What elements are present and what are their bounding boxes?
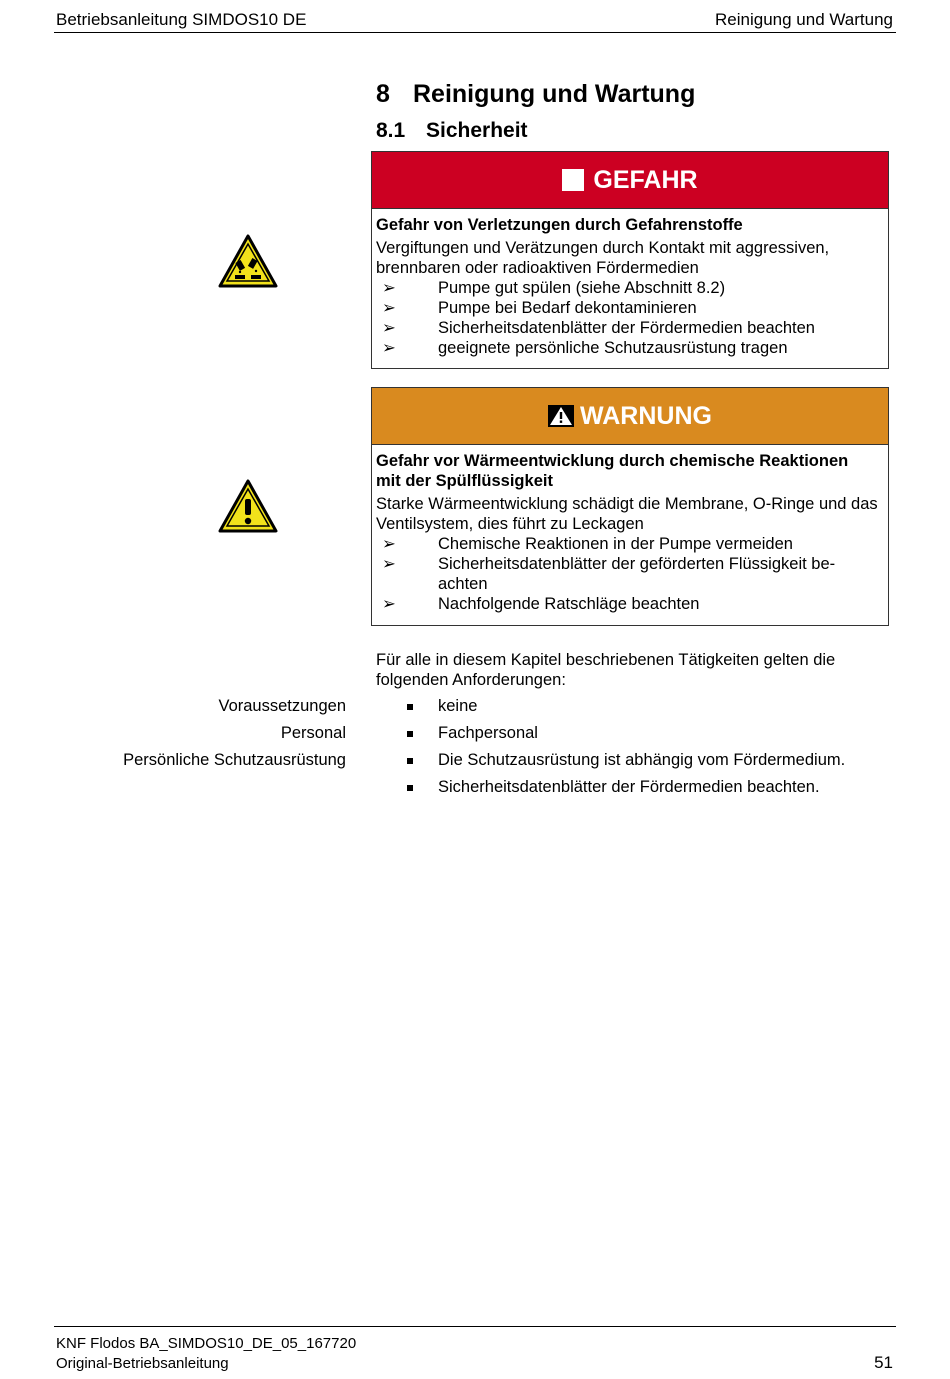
warning-text: Starke Wärmeentwicklung schädigt die Membrane, O-Ringe und das Ventilsystem, dies führt zu Leckagen bbox=[376, 495, 878, 533]
footer-rule bbox=[54, 1326, 896, 1327]
danger-label: GEFAHR bbox=[593, 165, 698, 194]
arrow-bullet-icon: ➢ bbox=[382, 595, 396, 613]
header-right: Reinigung und Wartung bbox=[715, 10, 893, 29]
danger-box bbox=[371, 151, 889, 369]
warning-box-header bbox=[372, 388, 888, 445]
danger-square-icon bbox=[562, 169, 584, 191]
footer-doc-type: Original-Betriebsanleitung bbox=[56, 1355, 229, 1372]
warning-heading-line2: mit der Spülflüssigkeit bbox=[376, 472, 553, 490]
list-item: Die Schutzausrüstung ist abhängig vom Fördermedium. bbox=[407, 751, 845, 770]
section-number: 8.1 bbox=[376, 119, 406, 142]
requirements-intro: Für alle in diesem Kapitel beschriebenen Tätigkeiten gelten die folgenden Anforderungen: bbox=[376, 651, 836, 689]
danger-box-header bbox=[372, 152, 888, 209]
page-number: 51 bbox=[874, 1353, 893, 1372]
warning-box bbox=[371, 387, 889, 626]
header-left: Betriebsanleitung SIMDOS10 DE bbox=[56, 10, 307, 29]
arrow-bullet-icon: ➢ bbox=[382, 299, 396, 317]
danger-heading: Gefahr von Verletzungen durch Gefahrenstoffe bbox=[376, 216, 743, 234]
list-item: ➢ geeignete persönliche Schutzausrüstung tragen bbox=[382, 339, 788, 357]
label-voraussetzungen: Voraussetzungen bbox=[218, 697, 346, 715]
list-item: Sicherheitsdatenblätter der Fördermedien beachten. bbox=[407, 778, 820, 797]
general-warning-icon bbox=[218, 479, 278, 533]
list-item: ➢ Sicherheitsdatenblätter der Fördermedien beachten bbox=[382, 319, 815, 337]
chapter-number: 8 bbox=[376, 80, 390, 108]
square-bullet-icon bbox=[407, 785, 413, 791]
chapter-title: Reinigung und Wartung bbox=[413, 80, 696, 108]
warning-label: WARNUNG bbox=[580, 401, 712, 430]
warning-heading-line1: Gefahr vor Wärmeentwicklung durch chemische Reaktionen bbox=[376, 452, 849, 470]
label-schutzausruestung: Persönliche Schutzausrüstung bbox=[123, 751, 346, 769]
square-bullet-icon bbox=[407, 704, 413, 710]
arrow-bullet-icon: ➢ bbox=[382, 535, 396, 553]
square-bullet-icon bbox=[407, 758, 413, 764]
square-bullet-icon bbox=[407, 731, 413, 737]
header-rule bbox=[54, 32, 896, 33]
section-title: Sicherheit bbox=[426, 119, 528, 142]
footer-doc-id: KNF Flodos BA_SIMDOS10_DE_05_167720 bbox=[56, 1335, 357, 1352]
list-item: Fachpersonal bbox=[407, 724, 538, 743]
label-personal: Personal bbox=[280, 724, 346, 742]
chapter-heading bbox=[376, 80, 695, 109]
arrow-bullet-icon: ➢ bbox=[382, 319, 396, 337]
warning-box-body bbox=[372, 445, 888, 620]
danger-box-body bbox=[372, 209, 888, 364]
section-heading bbox=[376, 119, 528, 143]
list-item: ➢ Pumpe gut spülen (siehe Abschnitt 8.2) bbox=[382, 279, 726, 297]
arrow-bullet-icon: ➢ bbox=[382, 279, 396, 297]
corrosive-hazard-icon bbox=[218, 234, 278, 288]
list-item: ➢ Nachfolgende Ratschläge beachten bbox=[382, 595, 700, 613]
danger-text: Vergiftungen und Verätzungen durch Kontakt mit aggressiven, brennbaren oder radioaktiven Fördermedien bbox=[376, 239, 830, 277]
arrow-bullet-icon: ➢ bbox=[382, 555, 396, 573]
arrow-bullet-icon: ➢ bbox=[382, 339, 396, 357]
list-item: keine bbox=[407, 697, 477, 716]
warning-triangle-icon bbox=[548, 405, 574, 427]
list-item: ➢ Chemische Reaktionen in der Pumpe vermeiden bbox=[382, 535, 793, 553]
list-item: ➢ Sicherheitsdatenblätter der geförderten Flüssigkeit be-achten bbox=[382, 555, 836, 593]
list-item: ➢ Pumpe bei Bedarf dekontaminieren bbox=[382, 299, 697, 317]
